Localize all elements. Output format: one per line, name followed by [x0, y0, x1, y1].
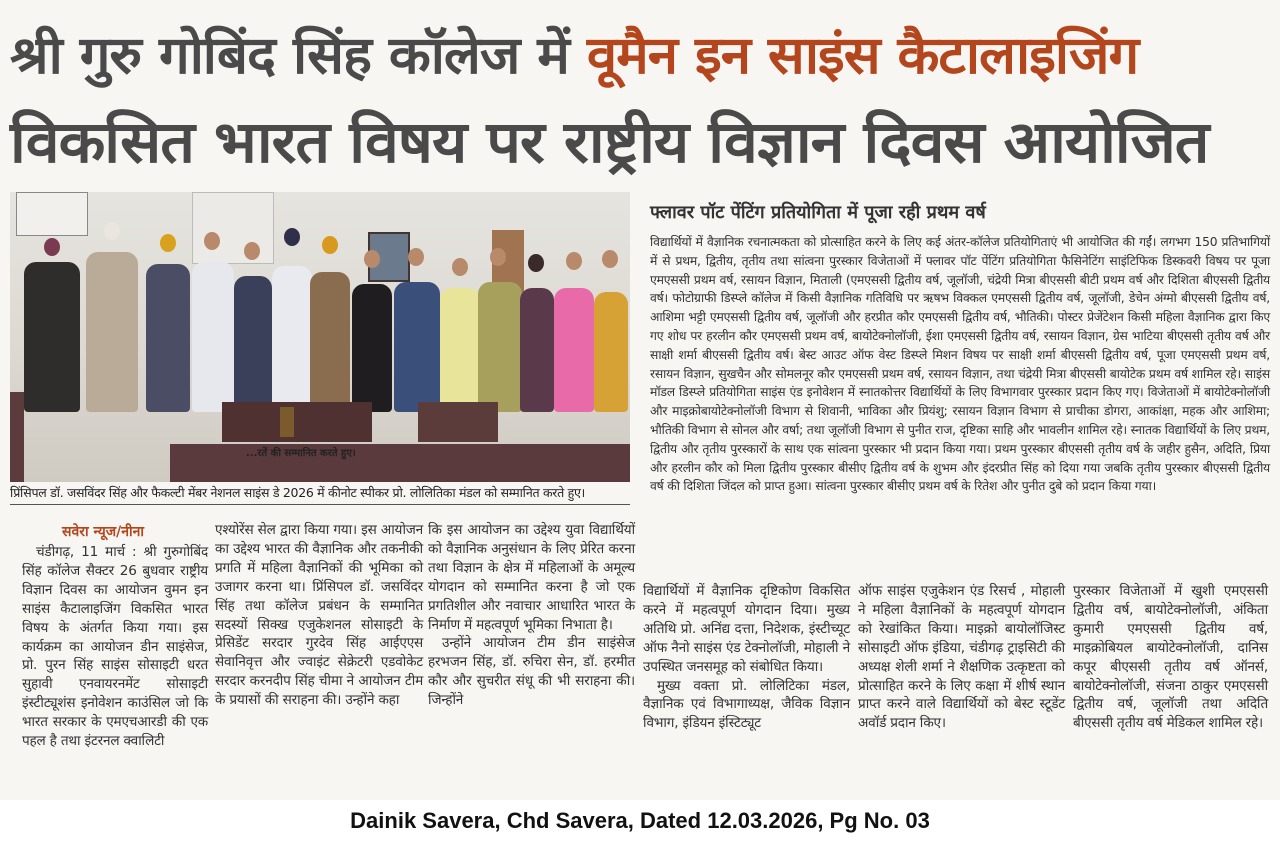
photo-inset-text: ...रतें की सम्मानित करते हुए। — [246, 448, 356, 459]
person-head — [104, 222, 120, 240]
event-photo — [10, 192, 630, 482]
source-footer: Dainik Savera, Chd Savera, Dated 12.03.2026, Pg No. 03 — [350, 808, 930, 833]
trophy — [280, 407, 294, 437]
person — [24, 262, 80, 412]
person — [234, 276, 272, 412]
event-banner — [192, 192, 274, 264]
table — [170, 444, 630, 482]
person-head — [160, 234, 176, 252]
article-column-4 — [643, 582, 850, 733]
person — [394, 282, 440, 412]
sidebar-body: विद्यार्थियों में वैज्ञानिक रचनात्मकता को प्रोत्साहित करने के लिए कई अंतर-कॉलेज प्रतियोगिताएं भी आयोजित की गईं। लगभग 150 प्रतिभागियों में से प्रथम, द्वितीय, तृतीय तथा सांत्वना पुरस्कार विजेताओं में फ्लावर पॉट पेंटिंग प्रतियोगिता फैसिनेटिंग साइंटिफिक डिस्कवरी विषय पर पूजा एमएससी प्रथम वर्ष, रसायन विज्ञान, मिताली (एमएससी द्वितीय वर्ष, जूलॉजी, चंद्रेयी मित्रा बीएससी बीटी प्रथम वर्ष और दिशिता बीएससी द्वितीय वर्ष। फोटोग्राफी डिस्प्ले कॉलेज में किसी वैज्ञानिक गतिविधि पर ऋषभ विक्कल एमएससी द्वितीय वर्ष, जूलॉजी, डेचेन अंग्मो बीएससी द्वितीय वर्ष, आशिमा भट्टी एमएससी द्वितीय वर्ष, जूलॉजी और हरप्रीत कौर एमएससी द्वितीय वर्ष, भौतिकी। पोस्टर प्रेजेंटेशन किसी महिला वैज्ञानिक द्वारा किए गए शोध पर हरलीन कौर एमएससी प्रथम वर्ष, बायोटेक्नोलॉजी, ईशा एमएससी द्वितीय वर्ष, रसायन विज्ञान, ग्रेस भाटिया बीएससी तृतीय वर्ष और साक्षी शर्मा बीएससी द्वितीय वर्ष। बेस्ट आउट ऑफ वेस्ट डिस्प्ले मिशन विषय पर साक्षी शर्मा बीएससी द्वितीय वर्ष, पूजा एमएससी प्रथम वर्ष, रसायन विज्ञान, सुखचैन और सोमलनूर कौर एमएससी प्रथम वर्ष, रसायन विज्ञान, तथा चंद्रेयी मित्रा बीएससी बायोटेक प्रथम वर्ष शामिल रहे। साइंस मॉडल डिस्प्ले प्रतियोगिता साइंस एंड इनोवेशन में स्नातकोत्तर विद्यार्थियों के लिए विभागवार पुरस्कार प्रदान किए गए। विजेताओं में बायोटेक्नोलॉजी और माइक्रोबायोटेक्नोलॉजी विभाग से शिवानी, भाविका और प्रियंशु; रसायन विज्ञान विभाग से प्राचीका डोगरा, आकांक्षा, महक और आशिमा; भौतिकी विभाग से सोनल और वर्षा; तथा जूलॉजी विभाग से पुनीत राज, दृष्टिका साहि और भावलीन शामिल रहे। स्नातक विद्यार्थियों के लिए प्रथम, द्वितीय और तृतीय पुरस्कारों के साथ एक सांत्वना पुरस्कार भी प्रदान किया गया। प्रथम पुरस्कार बीएससी तृतीय वर्ष के जहीर हुसैन, अदिति, प्रिया और हरलीन कौर को मिला द्वितीय पुरस्कार बीसीए द्वितीय वर्ष के शुभम और इंदरप्रीत सिंह को दिया गया जबकि तृतीय पुरस्कार बीएससी द्वितीय वर्ष की दिशिता जिंदल को प्राप्त हुआ। सांत्वना पुरस्कार बीसीए प्रथम वर्ष के रितेश और पुनीत दुबे को प्रदान किया गया। — [650, 235, 1270, 494]
article-paragraph: चंडीगढ़, 11 मार्च : श्री गुरुगोबिंद सिंह कॉलेज सैक्टर 26 बुधवार राष्ट्रीय विज्ञान दिवस का आयोजन वुमन इन साइंस कैटालाइजिंग विकसित भारत विषय के अंतर्गत किया गया। इस कार्यक्रम का आयोजन डीन साइंसेज, प्रो. पुरन सिंह साइंस सोसाइटी धरत सुहावी एनवायरनमेंट सोसाइटी इंस्टीट्यूशंस इनोवेशन काउंसिल जो कि भारत सरकार के एमएचआरडी की एक पहल है तथा इंटरनल क्वालिटी — [22, 544, 208, 750]
person — [146, 264, 190, 412]
person-head — [44, 238, 60, 256]
article-paragraph: उन्होंने आयोजन टीम डीन साइंसेज हरभजन सिंह, डॉ. रुचिरा सेन, डॉ. हरमीत कौर और सुचरीत संधू की भी सराहना की। जिन्होंने — [428, 635, 635, 709]
headline-line-2: विकसित भारत विषय पर राष्ट्रीय विज्ञान दिवस आयोजित — [10, 108, 1209, 176]
person-head — [204, 232, 220, 250]
person-head — [244, 242, 260, 260]
person — [478, 282, 522, 412]
article-column-3 — [428, 521, 635, 710]
person-head — [490, 248, 506, 266]
person-head — [566, 252, 582, 270]
article-column-2 — [215, 521, 423, 710]
person-head — [322, 236, 338, 254]
person — [86, 252, 138, 412]
table — [418, 402, 498, 442]
person — [272, 266, 312, 412]
person — [554, 288, 594, 412]
article-column-1 — [22, 543, 208, 751]
article-column-6 — [1073, 582, 1268, 733]
sidebar-heading: फ्लावर पॉट पेंटिंग प्रतियोगिता में पूजा रही प्रथम वर्ष — [650, 202, 986, 223]
person — [594, 292, 628, 412]
person — [352, 284, 392, 412]
person — [310, 272, 350, 412]
article-paragraph: पुरस्कार विजेताओं में खुशी एमएससी द्वितीय वर्ष, बायोटेक्नोलॉजी, अंकिता कुमारी एमएससी द्वितीय वर्ष, माइक्रोबियल बायोटेक्नोलॉजी, दानिस कपूर बीएससी तृतीय वर्ष ऑनर्स, बायोटेक्नोलॉजी, संजना ठाकुर एमएससी द्वितीय वर्ष, जूलॉजी तथा अदिति बीएससी तृतीय वर्ष मेडिकल शामिल रहे। — [1073, 583, 1268, 732]
article-paragraph: मुख्य वक्ता प्रो. लोलिटिका मंडल, वैज्ञानिक एवं विभागाध्यक्ष, जैविक विज्ञान विभाग, इंडियन इंस्टिट्यूट — [643, 677, 850, 732]
article-paragraph: एश्योरेंस सेल द्वारा किया गया। इस आयोजन का उद्देश्य भारत की वैज्ञानिक और तकनीकी प्रगति में महिला वैज्ञानिकों की भूमिका को उजागर करना था। प्रिंसिपल डॉ. जसविंदर सिंह तथा कॉलेज प्रबंधन के सम्मानित सदस्यों सिक्ख एजुकेशनल सोसाइटी के प्रेसिडेंट सरदार गुरदेव सिंह आईएएस सेवानिवृत्त और ज्वाइंट सेक्रेटरी एडवोकेट सरदार करनदीप सिंह चीमा ने आयोजन टीम के प्रयासों की सराहना की। उन्होंने कहा — [215, 522, 423, 709]
headline-line-1 — [10, 18, 1280, 89]
byline: सवेरा न्यूज/नीना — [62, 524, 145, 540]
person-head — [602, 250, 618, 268]
table — [222, 402, 372, 442]
person-head — [528, 254, 544, 272]
person — [440, 288, 480, 412]
headline-red-part: वूमैन इन साइंस कैटालाइजिंग — [586, 26, 1139, 86]
table — [10, 392, 24, 482]
article-column-5 — [858, 582, 1065, 733]
headline-black-part: श्री गुरु गोबिंद सिंह कॉलेज में — [10, 26, 587, 86]
person-head — [364, 250, 380, 268]
person-head — [408, 248, 424, 266]
photo-caption: प्रिंसिपल डॉ. जसविंदर सिंह और फैकल्टी मेंबर नेशनल साइंस डे 2026 में कीनोट स्पीकर प्रो. लोलितिका मंडल को सम्मानित करते हुए। — [10, 484, 630, 505]
person-head — [284, 228, 300, 246]
article-paragraph: विद्यार्थियों में वैज्ञानिक दृष्टिकोण विकसित करने में महत्वपूर्ण योगदान दिया। मुख्य अतिथि प्रो. अनिंद्य दत्ता, निदेशक, इंस्टीच्यूट ऑफ नैनो साइंस एंड टेक्नोलॉजी, मोहाली ने उपस्थित जनसमूह को संबोधित किया। — [643, 583, 850, 675]
person — [192, 262, 234, 412]
article-paragraph: ऑफ साइंस एजुकेशन एंड रिसर्च , मोहाली ने महिला वैज्ञानिकों के महत्वपूर्ण योगदान को रेखांकित किया। माइक्रो बायोलॉजिस्ट सोसाइटी ऑफ इंडिया, चंडीगढ़ ट्राइसिटी की अध्यक्ष शेली शर्मा ने शैक्षणिक उत्कृष्टता को प्रोत्साहित करने के लिए कक्षा में शीर्ष स्थान प्राप्त करने वाले विद्यार्थियों को बेस्ट स्टूडेंट अवॉर्ड प्रदान किए। — [858, 583, 1065, 732]
article-paragraph: कि इस आयोजन का उद्देश्य युवा विद्यार्थियों को वैज्ञानिक अनुसंधान के लिए प्रेरित करना तथा विज्ञान के क्षेत्र में महिलाओं के अमूल्य योगदान को सम्मानित करना है जो एक प्रगतिशील और नवाचार आधारित भारत के निर्माण में महत्वपूर्ण भूमिका निभाता है। — [428, 522, 635, 633]
projector-screen — [16, 192, 88, 236]
person — [520, 288, 554, 412]
person-head — [452, 258, 468, 276]
